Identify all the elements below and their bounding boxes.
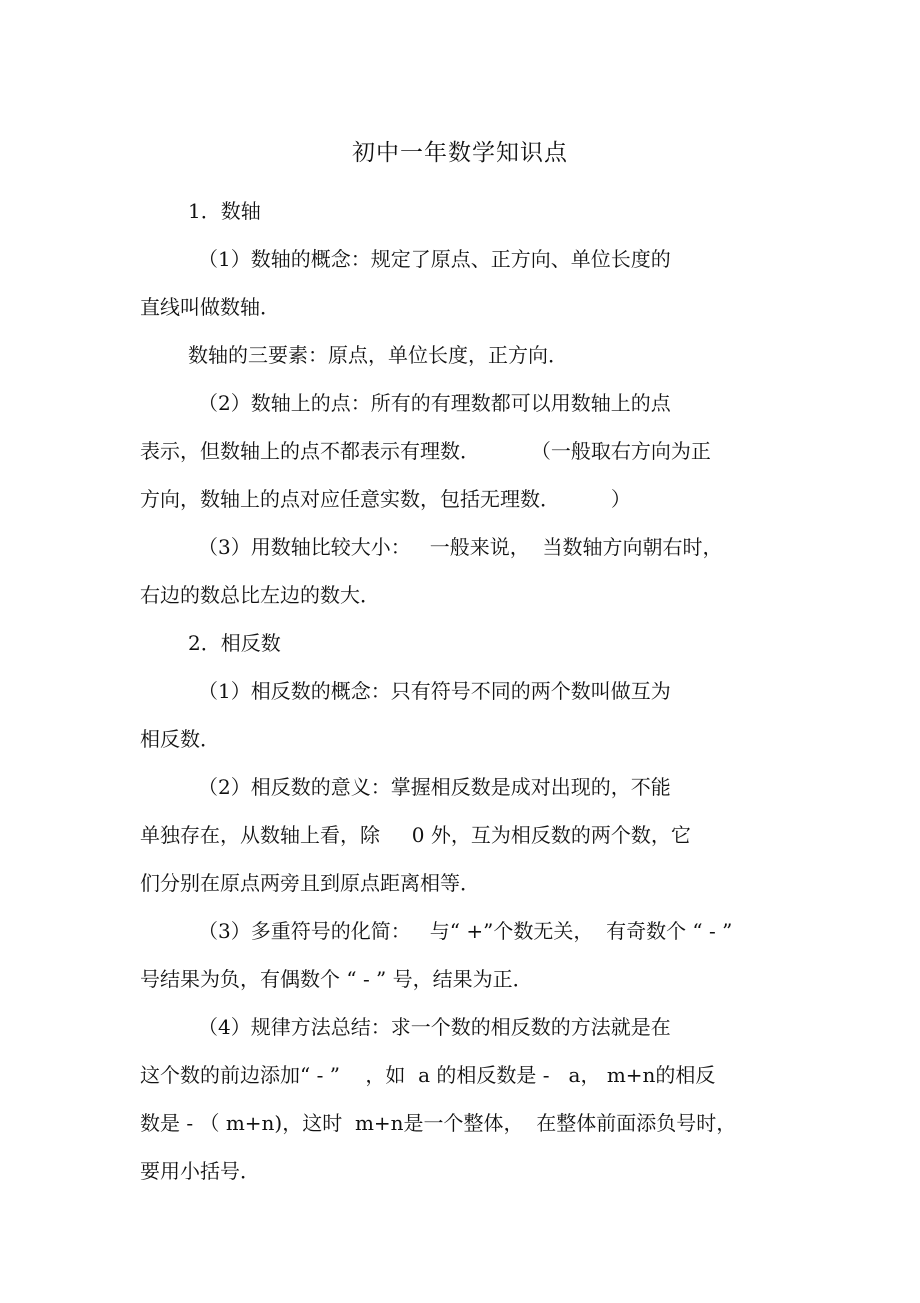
section-heading-opposite-numbers: 2．相反数 [188, 631, 281, 655]
paragraph-line: 数轴的三要素：原点，单位长度，正方向． [188, 343, 568, 367]
paragraph-line: （2）相反数的意义：掌握相反数是成对出现的，不能 [198, 775, 671, 799]
paragraph-line: 要用小括号． [140, 1159, 260, 1183]
paragraph-line: 相反数． [140, 727, 220, 751]
paragraph-line: 号结果为负，有偶数个 “ - ” 号，结果为正． [140, 967, 533, 991]
paragraph-line: 们分别在原点两旁且到原点距离相等． [140, 871, 480, 895]
paragraph-line: （4）规律方法总结：求一个数的相反数的方法就是在 [198, 1015, 671, 1039]
paragraph-line: （1）数轴的概念：规定了原点、正方向、单位长度的 [198, 247, 671, 271]
paragraph-line: 单独存在，从数轴上看，除 0 外，互为相反数的两个数，它 [140, 823, 691, 847]
section-heading-number-line: 1．数轴 [188, 199, 261, 223]
paragraph-line: 右边的数总比左边的数大． [140, 583, 380, 607]
paragraph-line: 表示，但数轴上的点不都表示有理数． （一般取右方向为正 [140, 439, 711, 463]
paragraph-line: （3）用数轴比较大小： 一般来说， 当数轴方向朝右时， [198, 535, 723, 559]
paragraph-line: （2）数轴上的点：所有的有理数都可以用数轴上的点 [198, 391, 671, 415]
document-title: 初中一年数学知识点 [352, 140, 568, 166]
paragraph-line: 这个数的前边添加“ - ” ，如 a 的相反数是 - a， m+n的相反 [140, 1063, 716, 1087]
paragraph-line: 数是 - （ m+n)，这时 m+n是一个整体， 在整体前面添负号时， [140, 1111, 737, 1135]
paragraph-line: （1）相反数的概念：只有符号不同的两个数叫做互为 [198, 679, 671, 703]
paragraph-line: （3）多重符号的化简： 与“ +”个数无关， 有奇数个 “ - ” [198, 919, 733, 943]
paragraph-line: 方向，数轴上的点对应任意实数，包括无理数． ） [140, 487, 631, 511]
paragraph-line: 直线叫做数轴． [140, 295, 280, 319]
